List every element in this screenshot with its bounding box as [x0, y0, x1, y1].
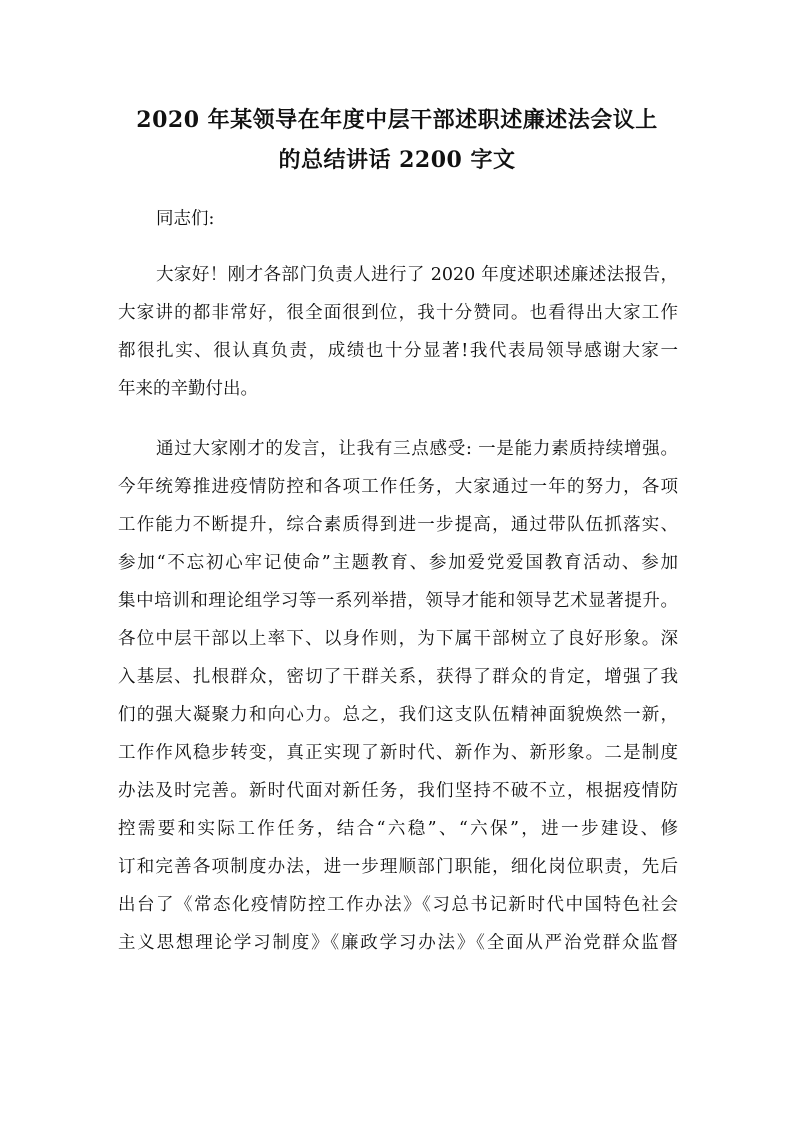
- paragraph-2-line: 今年统筹推进疫情防控和各项工作任务，大家通过一年的努力，各项: [118, 477, 678, 497]
- title-line-2: 的总结讲话 2200 字文: [278, 147, 516, 173]
- paragraph-2-line: 出台了《常态化疫情防控工作办法》《习总书记新时代中国特色社会: [118, 895, 678, 915]
- paragraph-2-line: 办法及时完善。新时代面对新任务，我们坚持不破不立，根据疫情防: [118, 781, 678, 801]
- paragraph-1-line: 大家讲的都非常好，很全面很到位，我十分赞同。也看得出大家工作: [118, 303, 678, 323]
- paragraph-1-line: 年来的辛勤付出。: [118, 379, 258, 399]
- paragraph-2-line: 控需要和实际工作任务，结合“六稳”、“六保”，进一步建设、修: [118, 819, 678, 839]
- paragraph-2-line: 集中培训和理论组学习等一系列举措，领导才能和领导艺术显著提升。: [118, 591, 678, 611]
- paragraph-1-line: 都很扎实、很认真负责，成绩也十分显著!我代表局领导感谢大家一: [118, 341, 678, 361]
- paragraph-2-line: 参加“不忘初心牢记使命”主题教育、参加爱党爱国教育活动、参加: [118, 553, 678, 573]
- paragraph-2: [118, 430, 678, 962]
- paragraph-2-line: 订和完善各项制度办法，进一步理顺部门职能，细化岗位职责，先后: [118, 857, 678, 877]
- paragraph-2-line: 入基层、扎根群众，密切了干群关系，获得了群众的肯定，增强了我: [118, 667, 678, 687]
- greeting-text: 同志们:: [156, 209, 215, 229]
- paragraph-2-line: 们的强大凝聚力和向心力。总之，我们这支队伍精神面貌焕然一新，: [118, 705, 678, 725]
- greeting-paragraph: [118, 200, 678, 238]
- paragraph-2-line: 工作能力不断提升，综合素质得到进一步提高，通过带队伍抓落实、: [118, 515, 678, 535]
- paragraph-1-line: 大家好！刚才各部门负责人进行了 2020 年度述职述廉述法报告，: [156, 265, 678, 285]
- paragraph-2-line: 主义思想理论学习制度》《廉政学习办法》《全面从严治党群众监督: [118, 933, 678, 953]
- paragraph-2-line: 各位中层干部以上率下、以身作则，为下属干部树立了良好形象。深: [118, 629, 678, 649]
- paragraph-1: [118, 256, 678, 408]
- paragraph-2-line: 工作作风稳步转变，真正实现了新时代、新作为、新形象。二是制度: [118, 743, 678, 763]
- title-line-1: 2020 年某领导在年度中层干部述职述廉述法会议上: [136, 107, 658, 133]
- paragraph-2-line: 通过大家刚才的发言，让我有三点感受: 一是能力素质持续增强。: [156, 439, 678, 459]
- document-title: [110, 100, 684, 180]
